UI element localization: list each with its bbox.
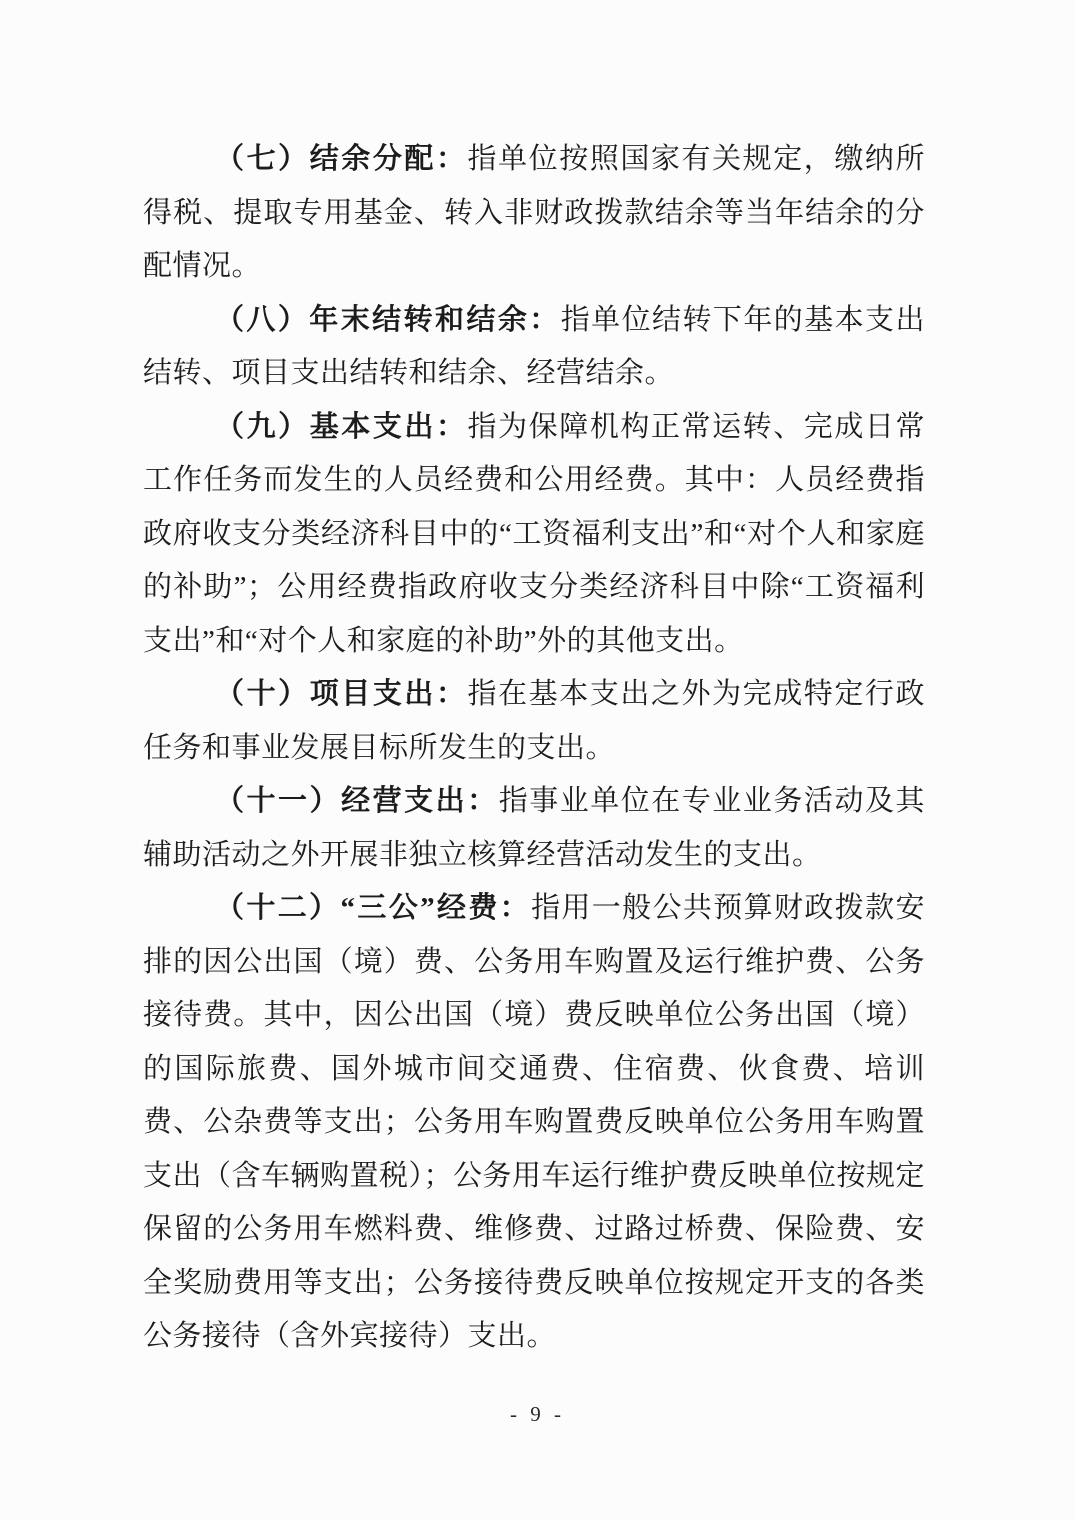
paragraph-body: 指在基本支出之外为完成特定行政任务和事业发展目标所发生的支出。 — [143, 678, 925, 764]
paragraph — [143, 401, 925, 669]
page-number: - 9 - — [510, 1402, 565, 1426]
paragraph-term: （十二）“三公”经费： — [215, 892, 532, 924]
paragraph-term: （七）结余分配： — [215, 143, 468, 175]
paragraph — [143, 882, 925, 1364]
paragraph-body: 指为保障机构正常运转、完成日常工作任务而发生的人员经费和公用经费。其中：人员经费指政府收支分类经济科目中的“工资福利支出”和“对个人和家庭的补助”；公用经费指政府收支分类经济科目中除“工资福利支出”和“对个人和家庭的补助”外的其他支出。 — [143, 410, 925, 657]
paragraph-body: 指用一般公共预算财政拨款安排的因公出国（境）费、公务用车购置及运行维护费、公务接待费。其中，因公出国（境）费反映单位公务出国（境）的国际旅费、国外城市间交通费、住宿费、伙食费、培训费、公杂费等支出；公务用车购置费反映单位公务用车购置支出（含车辆购置税）；公务用车运行维护费反映单位按规定保留的公务用车燃料费、维修费、过路过桥费、保险费、安全奖励费用等支出；公务接待费反映单位按规定开支的各类公务接待（含外宾接待）支出。 — [143, 892, 926, 1352]
paragraph — [143, 668, 925, 775]
paragraph — [143, 775, 925, 882]
paragraph-body: 指单位结转下年的基本支出结转、项目支出结转和结余、经营结余。 — [143, 303, 925, 389]
paragraph-list — [143, 133, 925, 1364]
paragraph-term: （八）年末结转和结余： — [215, 303, 561, 336]
paragraph — [143, 294, 925, 401]
paragraph-term: （九）基本支出： — [215, 410, 468, 443]
paragraph — [143, 133, 925, 294]
paragraph-term: （十一）经营支出： — [215, 785, 499, 817]
paragraph-term: （十）项目支出： — [215, 678, 468, 710]
paragraph-body: 指事业单位在专业业务活动及其辅助活动之外开展非独立核算经营活动发生的支出。 — [143, 785, 925, 871]
paragraph-body: 指单位按照国家有关规定，缴纳所得税、提取专用基金、转入非财政拨款结余等当年结余的分配情况。 — [143, 143, 925, 282]
